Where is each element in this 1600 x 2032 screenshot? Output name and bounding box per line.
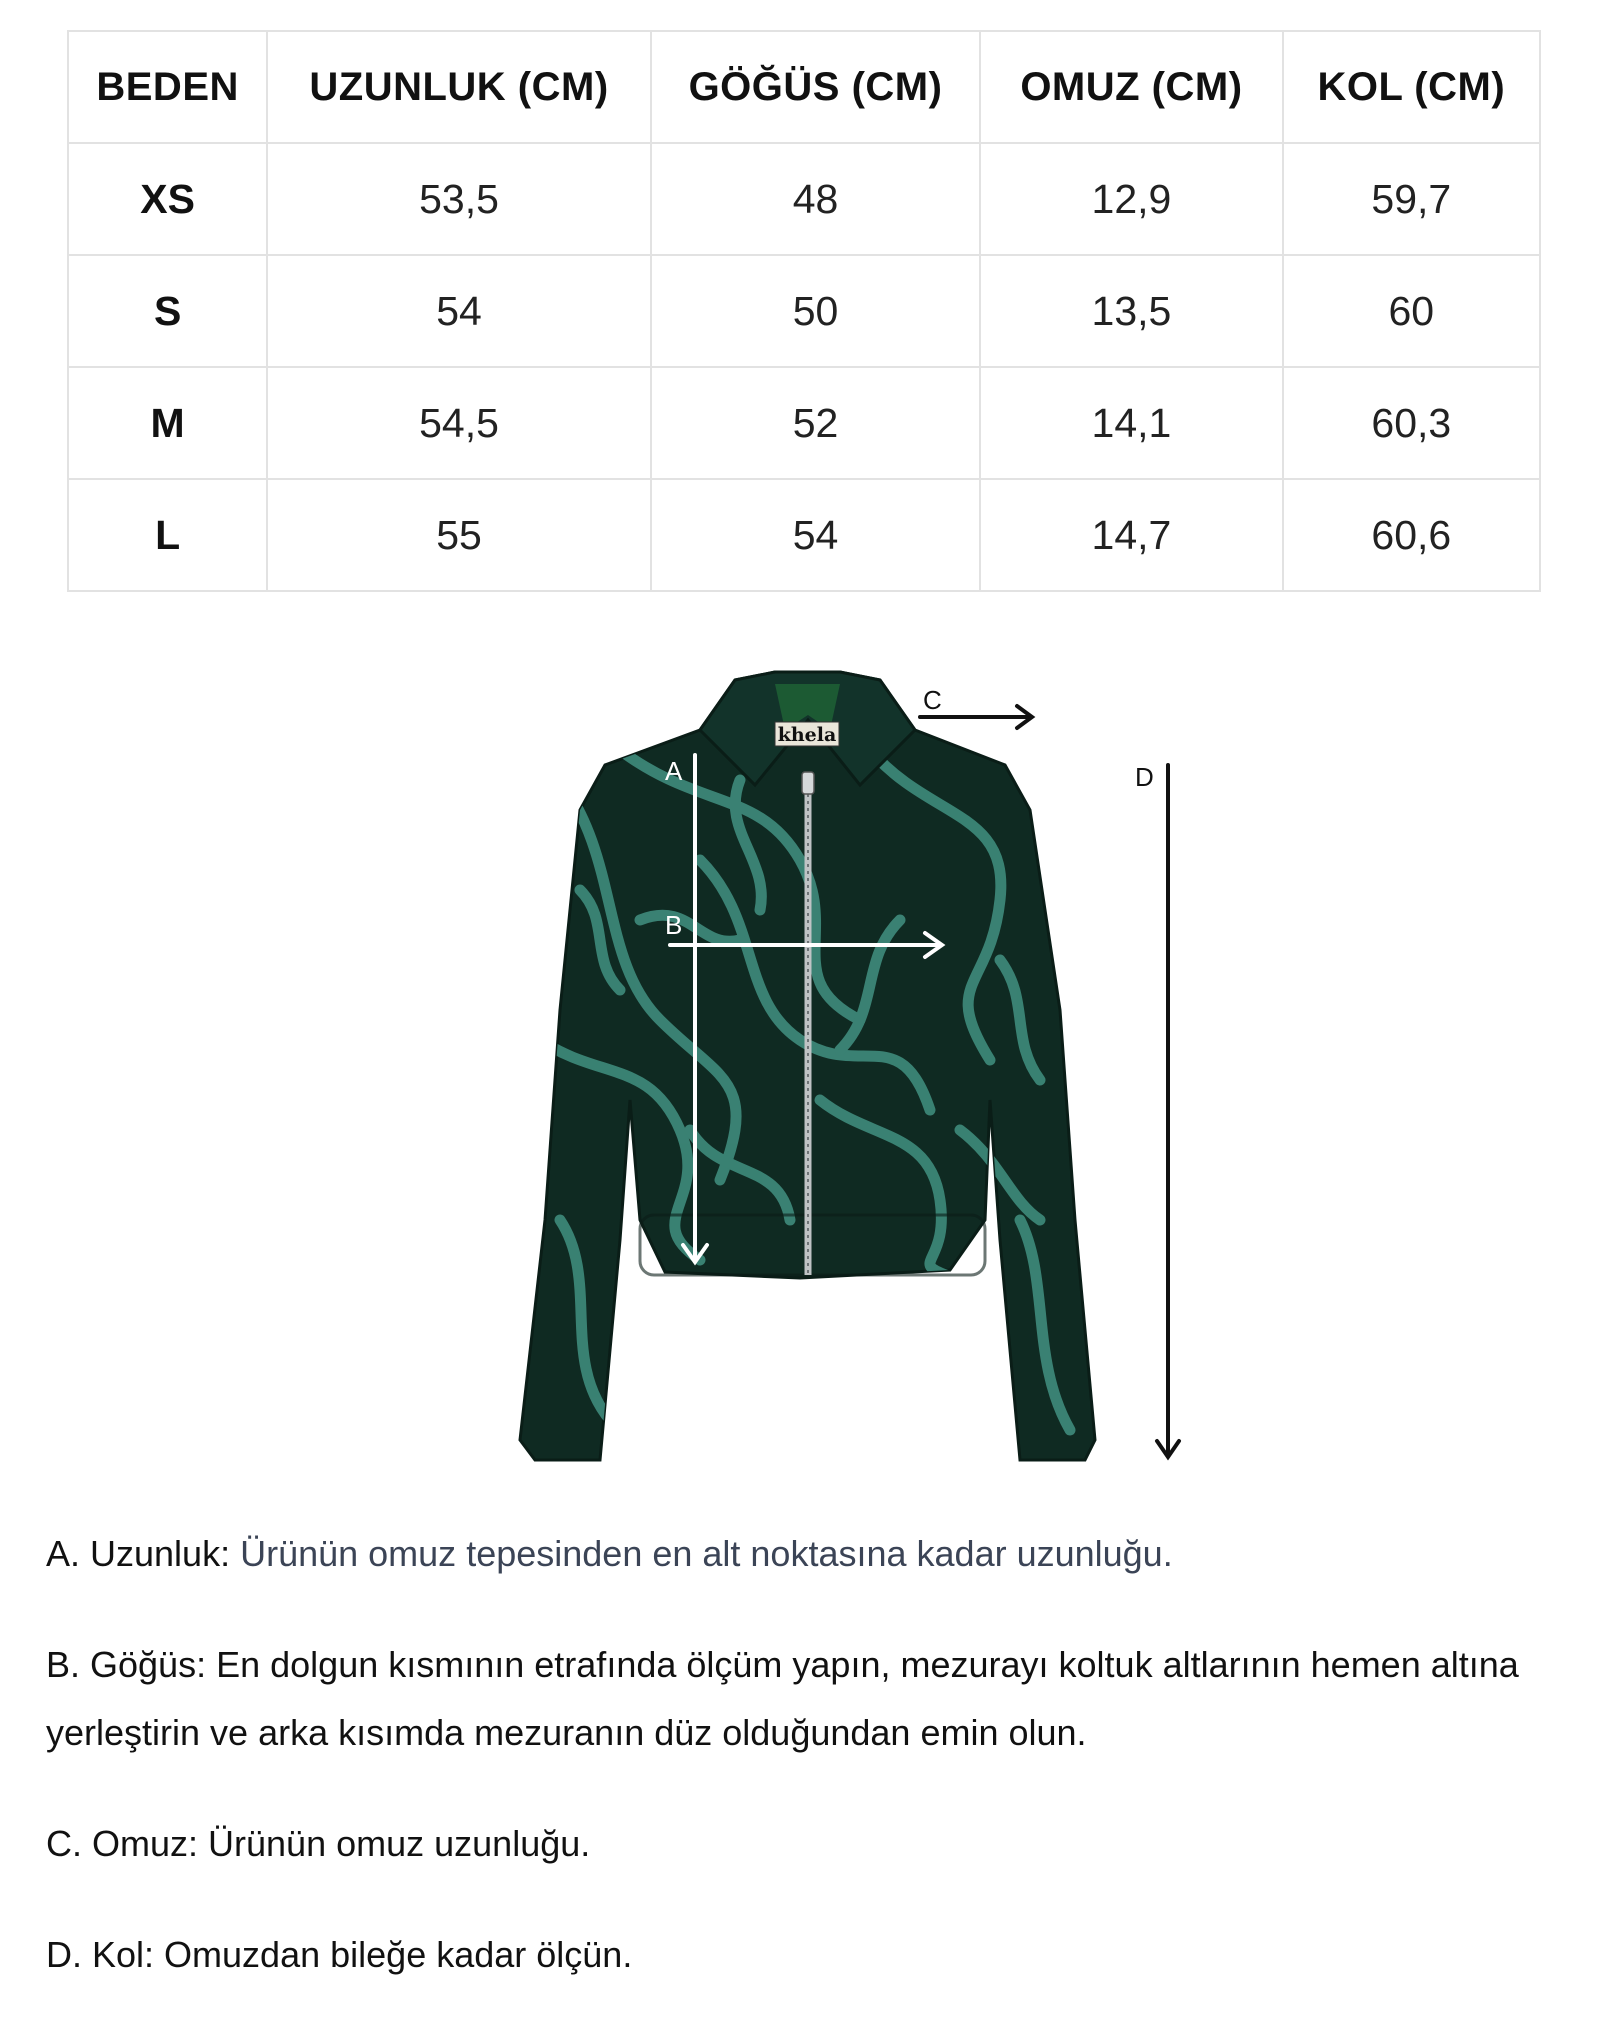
definition-text: Ürünün omuz tepesinden en alt noktasına kadar uzunluğu. bbox=[230, 1533, 1173, 1574]
jacket-illustration bbox=[0, 660, 1600, 1480]
shoulder-cell: 13,5 bbox=[980, 255, 1282, 367]
definition-sleeve bbox=[46, 1921, 1566, 1989]
header-kol: KOL (CM) bbox=[1283, 31, 1540, 143]
definition-term: B. Göğüs: bbox=[46, 1644, 207, 1685]
definition-text: En dolgun kısmının etrafında ölçüm yapın, mezurayı koltuk altlarının hemen altına yerleştirin ve arka kısımda mezuranın düz olduğundan emin olun. bbox=[46, 1644, 1519, 1753]
length-cell: 54 bbox=[267, 255, 651, 367]
sleeve-cell: 60,6 bbox=[1283, 479, 1540, 591]
sleeve-cell: 60,3 bbox=[1283, 367, 1540, 479]
size-cell: L bbox=[68, 479, 267, 591]
sleeve-cell: 60 bbox=[1283, 255, 1540, 367]
chest-cell: 50 bbox=[651, 255, 980, 367]
length-cell: 53,5 bbox=[267, 143, 651, 255]
definition-term: D. Kol: bbox=[46, 1934, 155, 1975]
size-cell: S bbox=[68, 255, 267, 367]
chest-cell: 52 bbox=[651, 367, 980, 479]
marker-d-label: D bbox=[1135, 762, 1154, 792]
marker-c-label: C bbox=[923, 685, 942, 715]
definition-term: A. Uzunluk: bbox=[46, 1533, 231, 1574]
length-cell: 55 bbox=[267, 479, 651, 591]
header-gogus: GÖĞÜS (CM) bbox=[651, 31, 980, 143]
table-row bbox=[68, 479, 1540, 591]
table-row bbox=[68, 255, 1540, 367]
shoulder-cell: 14,7 bbox=[980, 479, 1282, 591]
length-cell: 54,5 bbox=[267, 367, 651, 479]
definition-shoulder bbox=[46, 1810, 1566, 1878]
header-uzunluk: UZUNLUK (CM) bbox=[267, 31, 651, 143]
definition-chest bbox=[46, 1631, 1566, 1767]
header-beden: BEDEN bbox=[68, 31, 267, 143]
header-omuz: OMUZ (CM) bbox=[980, 31, 1282, 143]
definition-length bbox=[46, 1520, 1566, 1588]
chest-cell: 54 bbox=[651, 479, 980, 591]
size-cell: M bbox=[68, 367, 267, 479]
measurement-definitions bbox=[46, 1520, 1566, 2032]
definition-text: Omuzdan bileğe kadar ölçün. bbox=[154, 1934, 633, 1975]
table-row bbox=[68, 367, 1540, 479]
table-row bbox=[68, 143, 1540, 255]
shoulder-cell: 14,1 bbox=[980, 367, 1282, 479]
brand-logo: khela bbox=[777, 724, 837, 746]
measurement-diagram bbox=[0, 660, 1600, 1480]
zipper-pull bbox=[802, 772, 814, 794]
marker-a-label: A bbox=[665, 756, 683, 786]
shoulder-cell: 12,9 bbox=[980, 143, 1282, 255]
sleeve-cell: 59,7 bbox=[1283, 143, 1540, 255]
chest-cell: 48 bbox=[651, 143, 980, 255]
size-chart-table bbox=[67, 30, 1541, 592]
definition-text: Ürünün omuz uzunluğu. bbox=[198, 1823, 591, 1864]
arrow-d-sleeve bbox=[1157, 765, 1179, 1457]
marker-b-label: B bbox=[665, 910, 683, 940]
definition-term: C. Omuz: bbox=[46, 1823, 199, 1864]
size-cell: XS bbox=[68, 143, 267, 255]
table-header-row bbox=[68, 31, 1540, 143]
